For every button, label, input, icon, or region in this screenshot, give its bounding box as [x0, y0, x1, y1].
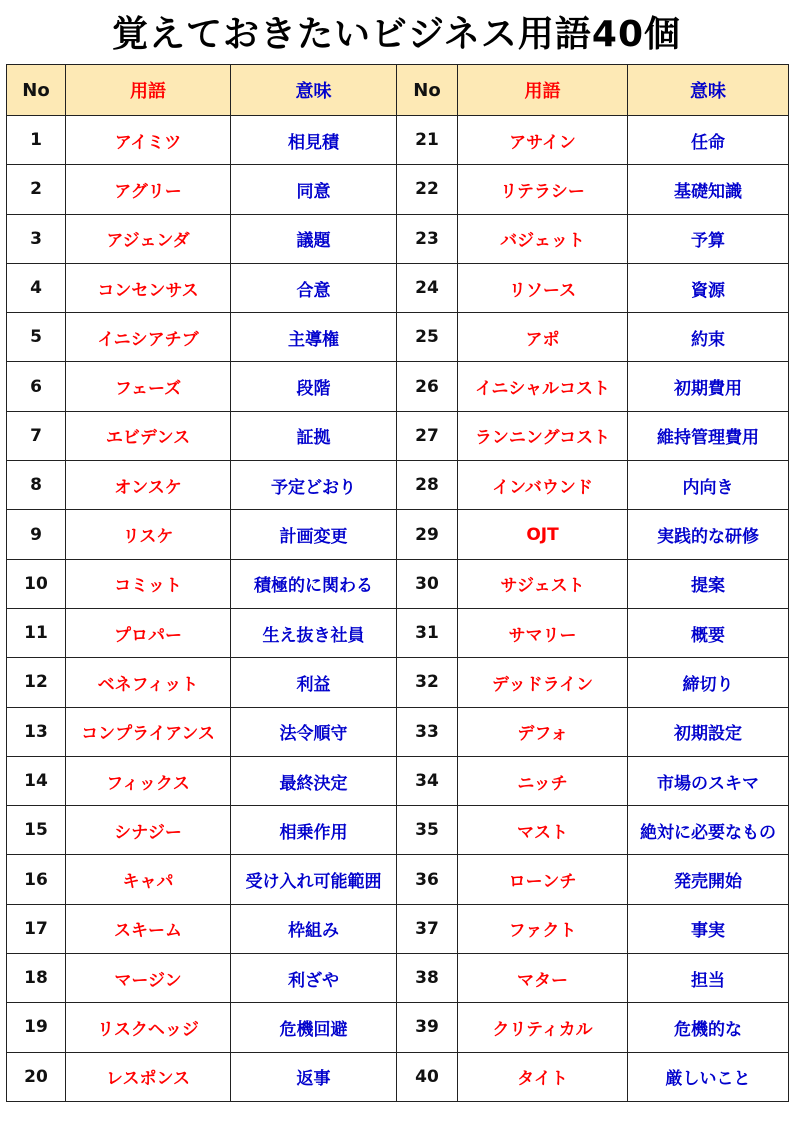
- header-row: [7, 65, 789, 116]
- left-meaning-cell: 利ざや: [231, 954, 397, 1003]
- right-term-cell: バジェット: [458, 214, 628, 263]
- left-no-cell: 18: [7, 954, 66, 1003]
- right-no-cell: 34: [397, 756, 458, 805]
- right-term-cell: アサイン: [458, 116, 628, 165]
- right-no-cell: 28: [397, 461, 458, 510]
- table-row: [7, 806, 789, 855]
- left-no-cell: 20: [7, 1052, 66, 1101]
- right-no-cell: 40: [397, 1052, 458, 1101]
- right-term-cell: クリティカル: [458, 1003, 628, 1052]
- left-no-cell: 6: [7, 362, 66, 411]
- left-term-cell: ベネフィット: [66, 658, 231, 707]
- table-row: [7, 510, 789, 559]
- left-no-cell: 10: [7, 559, 66, 608]
- left-no-cell: 13: [7, 707, 66, 756]
- right-no-cell: 22: [397, 165, 458, 214]
- right-meaning-cell: 実践的な研修: [628, 510, 789, 559]
- right-meaning-cell: 発売開始: [628, 855, 789, 904]
- table-row: [7, 608, 789, 657]
- right-no-cell: 21: [397, 116, 458, 165]
- header-term-left: 用語: [66, 65, 231, 116]
- right-no-cell: 29: [397, 510, 458, 559]
- right-meaning-cell: 絶対に必要なもの: [628, 806, 789, 855]
- right-meaning-cell: 担当: [628, 954, 789, 1003]
- right-term-cell: タイト: [458, 1052, 628, 1101]
- left-no-cell: 15: [7, 806, 66, 855]
- left-term-cell: プロパー: [66, 608, 231, 657]
- table-row: [7, 954, 789, 1003]
- right-term-cell: リテラシー: [458, 165, 628, 214]
- left-term-cell: コミット: [66, 559, 231, 608]
- left-term-cell: アグリー: [66, 165, 231, 214]
- left-no-cell: 7: [7, 411, 66, 460]
- right-meaning-cell: 締切り: [628, 658, 789, 707]
- header-meaning-left: 意味: [231, 65, 397, 116]
- header-no-left: No: [7, 65, 66, 116]
- header-meaning-right: 意味: [628, 65, 789, 116]
- left-term-cell: イニシアチブ: [66, 313, 231, 362]
- left-meaning-cell: 相乗作用: [231, 806, 397, 855]
- left-no-cell: 16: [7, 855, 66, 904]
- left-term-cell: アイミツ: [66, 116, 231, 165]
- left-meaning-cell: 計画変更: [231, 510, 397, 559]
- table-row: [7, 1003, 789, 1052]
- left-meaning-cell: 合意: [231, 263, 397, 312]
- right-no-cell: 37: [397, 904, 458, 953]
- right-term-cell: マター: [458, 954, 628, 1003]
- right-meaning-cell: 事実: [628, 904, 789, 953]
- right-term-cell: サマリー: [458, 608, 628, 657]
- table-row: [7, 461, 789, 510]
- left-meaning-cell: 法令順守: [231, 707, 397, 756]
- right-meaning-cell: 維持管理費用: [628, 411, 789, 460]
- left-no-cell: 1: [7, 116, 66, 165]
- table-row: [7, 362, 789, 411]
- table-row: [7, 756, 789, 805]
- left-no-cell: 4: [7, 263, 66, 312]
- left-term-cell: シナジー: [66, 806, 231, 855]
- left-no-cell: 14: [7, 756, 66, 805]
- left-no-cell: 9: [7, 510, 66, 559]
- right-no-cell: 32: [397, 658, 458, 707]
- left-term-cell: フェーズ: [66, 362, 231, 411]
- right-no-cell: 36: [397, 855, 458, 904]
- right-term-cell: マスト: [458, 806, 628, 855]
- right-term-cell: サジェスト: [458, 559, 628, 608]
- left-meaning-cell: 予定どおり: [231, 461, 397, 510]
- left-meaning-cell: 相見積: [231, 116, 397, 165]
- left-term-cell: エビデンス: [66, 411, 231, 460]
- left-no-cell: 5: [7, 313, 66, 362]
- table-row: [7, 1052, 789, 1101]
- right-term-cell: インバウンド: [458, 461, 628, 510]
- right-term-cell: リソース: [458, 263, 628, 312]
- right-meaning-cell: 初期設定: [628, 707, 789, 756]
- right-term-cell: ニッチ: [458, 756, 628, 805]
- right-no-cell: 39: [397, 1003, 458, 1052]
- right-term-cell: デッドライン: [458, 658, 628, 707]
- header-term-right: 用語: [458, 65, 628, 116]
- right-meaning-cell: 概要: [628, 608, 789, 657]
- left-no-cell: 19: [7, 1003, 66, 1052]
- left-meaning-cell: 危機回避: [231, 1003, 397, 1052]
- right-no-cell: 24: [397, 263, 458, 312]
- right-term-cell: ローンチ: [458, 855, 628, 904]
- left-meaning-cell: 受け入れ可能範囲: [231, 855, 397, 904]
- left-meaning-cell: 生え抜き社員: [231, 608, 397, 657]
- right-term-cell: ファクト: [458, 904, 628, 953]
- table-row: [7, 559, 789, 608]
- left-no-cell: 3: [7, 214, 66, 263]
- left-no-cell: 8: [7, 461, 66, 510]
- right-meaning-cell: 予算: [628, 214, 789, 263]
- left-term-cell: コンセンサス: [66, 263, 231, 312]
- right-meaning-cell: 任命: [628, 116, 789, 165]
- left-term-cell: スキーム: [66, 904, 231, 953]
- left-term-cell: フィックス: [66, 756, 231, 805]
- table-row: [7, 707, 789, 756]
- left-meaning-cell: 同意: [231, 165, 397, 214]
- table-row: [7, 263, 789, 312]
- right-term-cell: ランニングコスト: [458, 411, 628, 460]
- left-term-cell: リスケ: [66, 510, 231, 559]
- left-term-cell: リスクヘッジ: [66, 1003, 231, 1052]
- right-meaning-cell: 資源: [628, 263, 789, 312]
- left-meaning-cell: 最終決定: [231, 756, 397, 805]
- left-no-cell: 2: [7, 165, 66, 214]
- right-no-cell: 25: [397, 313, 458, 362]
- left-meaning-cell: 主導権: [231, 313, 397, 362]
- table-row: [7, 313, 789, 362]
- right-no-cell: 27: [397, 411, 458, 460]
- right-no-cell: 33: [397, 707, 458, 756]
- right-no-cell: 26: [397, 362, 458, 411]
- right-meaning-cell: 厳しいこと: [628, 1052, 789, 1101]
- table-row: [7, 214, 789, 263]
- left-term-cell: コンプライアンス: [66, 707, 231, 756]
- header-no-right: No: [397, 65, 458, 116]
- table-row: [7, 658, 789, 707]
- right-meaning-cell: 基礎知識: [628, 165, 789, 214]
- left-meaning-cell: 段階: [231, 362, 397, 411]
- right-term-cell: デフォ: [458, 707, 628, 756]
- left-no-cell: 11: [7, 608, 66, 657]
- right-term-cell: OJT: [458, 510, 628, 559]
- terms-table: [6, 64, 789, 1102]
- left-no-cell: 12: [7, 658, 66, 707]
- table-row: [7, 904, 789, 953]
- page-title: 覚えておきたいビジネス用語40個: [111, 14, 682, 55]
- table-row: [7, 165, 789, 214]
- left-meaning-cell: 返事: [231, 1052, 397, 1101]
- right-no-cell: 31: [397, 608, 458, 657]
- left-meaning-cell: 議題: [231, 214, 397, 263]
- left-meaning-cell: 積極的に関わる: [231, 559, 397, 608]
- right-term-cell: イニシャルコスト: [458, 362, 628, 411]
- left-term-cell: キャパ: [66, 855, 231, 904]
- table-row: [7, 116, 789, 165]
- right-no-cell: 35: [397, 806, 458, 855]
- right-meaning-cell: 約束: [628, 313, 789, 362]
- left-term-cell: レスポンス: [66, 1052, 231, 1101]
- right-meaning-cell: 市場のスキマ: [628, 756, 789, 805]
- left-term-cell: アジェンダ: [66, 214, 231, 263]
- left-meaning-cell: 証拠: [231, 411, 397, 460]
- right-meaning-cell: 提案: [628, 559, 789, 608]
- right-no-cell: 30: [397, 559, 458, 608]
- left-meaning-cell: 枠組み: [231, 904, 397, 953]
- right-no-cell: 23: [397, 214, 458, 263]
- right-term-cell: アポ: [458, 313, 628, 362]
- right-meaning-cell: 初期費用: [628, 362, 789, 411]
- left-no-cell: 17: [7, 904, 66, 953]
- right-meaning-cell: 内向き: [628, 461, 789, 510]
- left-term-cell: オンスケ: [66, 461, 231, 510]
- left-term-cell: マージン: [66, 954, 231, 1003]
- table-row: [7, 411, 789, 460]
- right-meaning-cell: 危機的な: [628, 1003, 789, 1052]
- table-row: [7, 855, 789, 904]
- left-meaning-cell: 利益: [231, 658, 397, 707]
- right-no-cell: 38: [397, 954, 458, 1003]
